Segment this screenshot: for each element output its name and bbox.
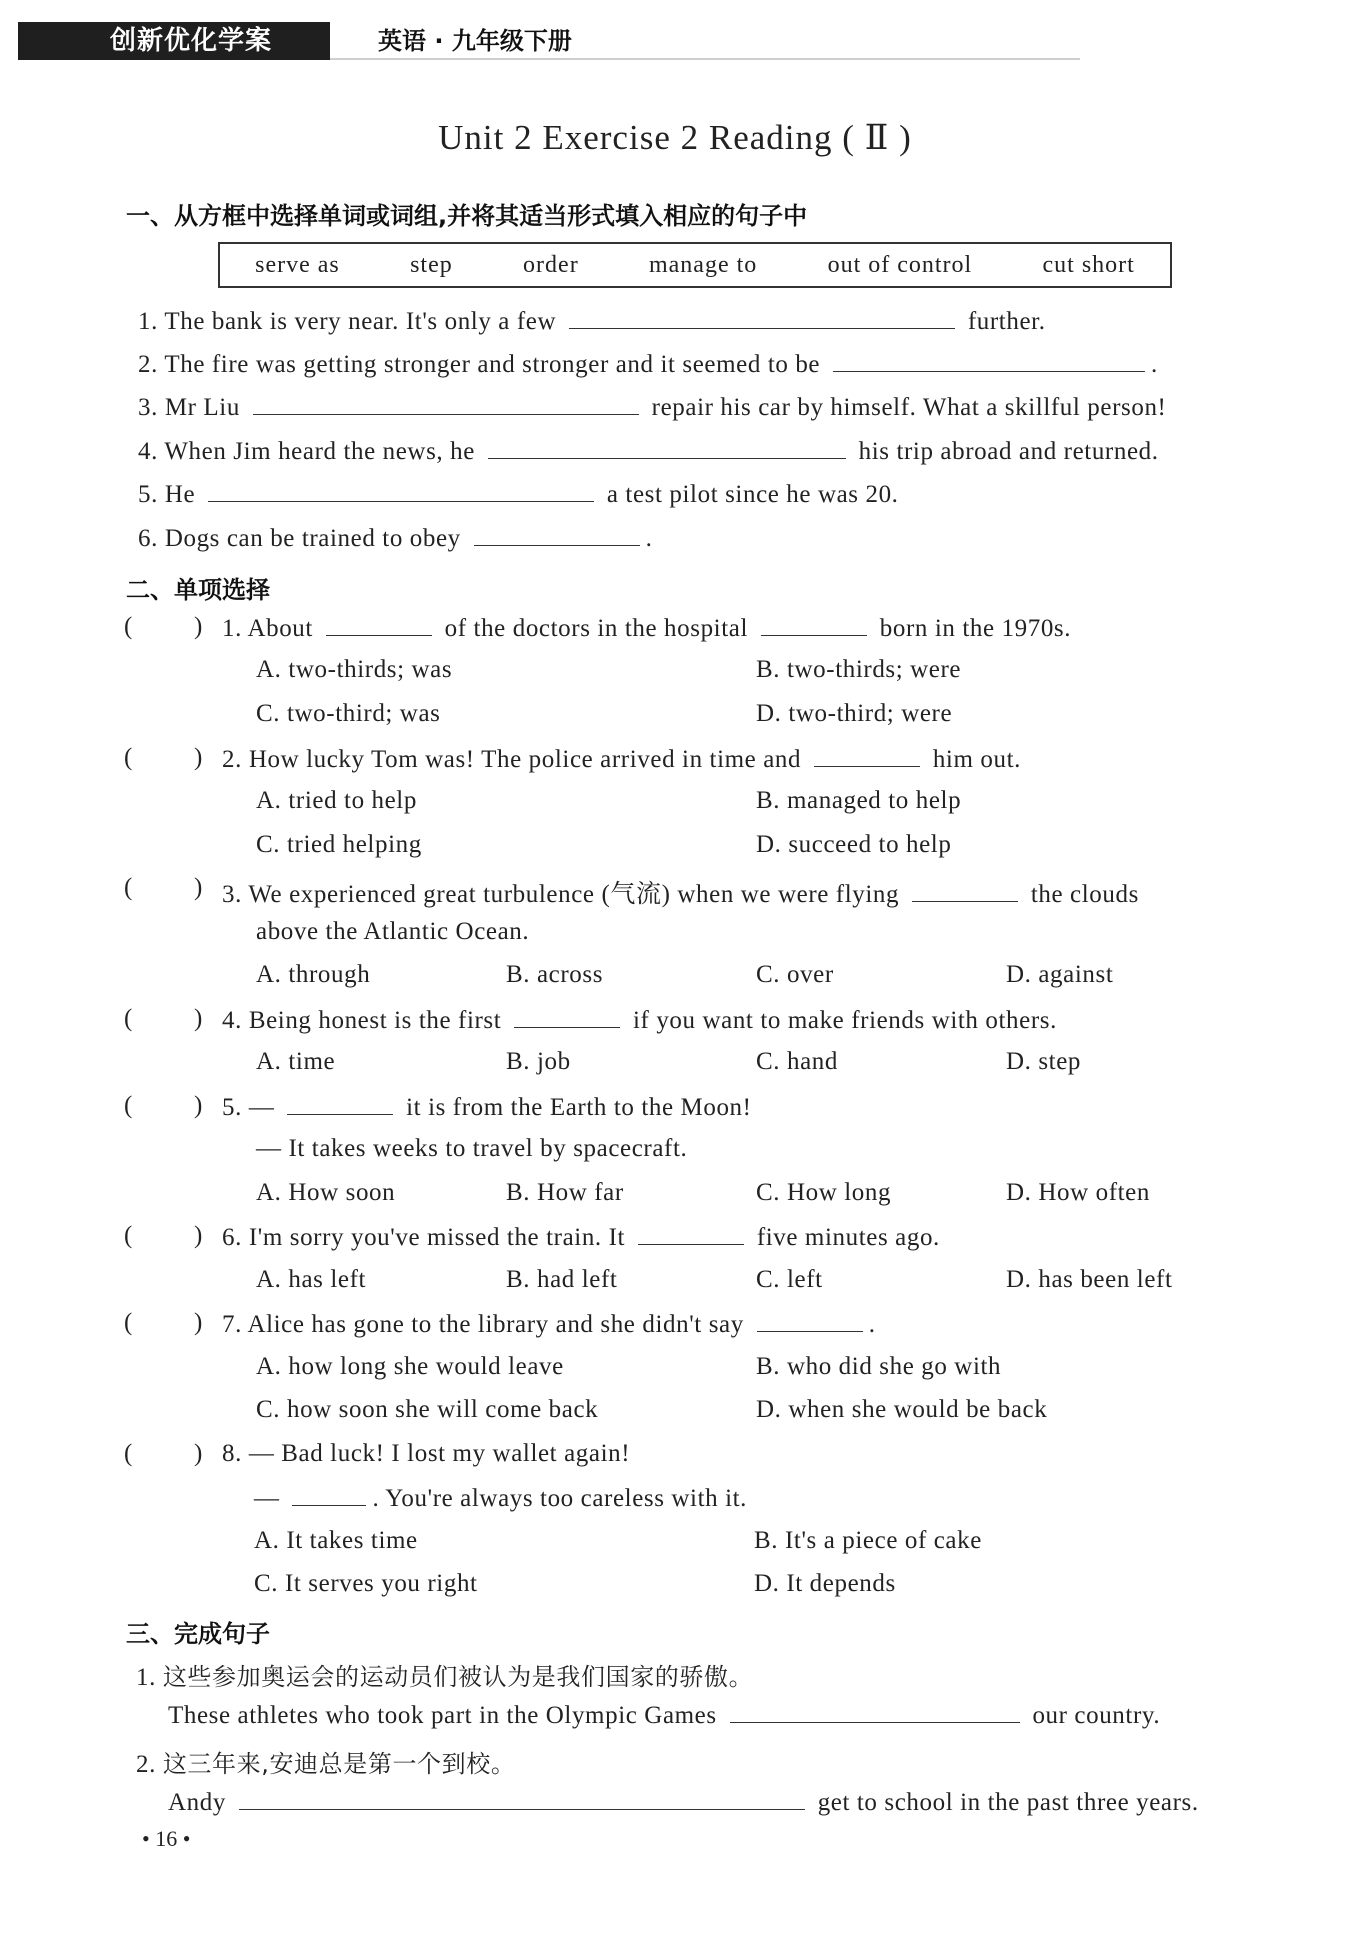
- stem-text: it is from the Earth to the Moon!: [406, 1094, 752, 1121]
- question-number: 2.: [222, 746, 242, 773]
- answer-blank[interactable]: [488, 436, 846, 459]
- page-title: Unit 2 Exercise 2 Reading ( Ⅱ ): [438, 118, 912, 157]
- answer-blank[interactable]: [474, 523, 640, 546]
- option-d[interactable]: D. How often: [1006, 1179, 1150, 1206]
- item-text: a test pilot since he was 20.: [606, 481, 899, 508]
- stem-text: —: [248, 1094, 275, 1121]
- english-sentence: get to school in the past three years.: [817, 1789, 1199, 1816]
- answer-blank[interactable]: [326, 613, 432, 636]
- answer-paren-close: ): [194, 874, 203, 901]
- option-c[interactable]: C. How long: [756, 1179, 892, 1206]
- option-d[interactable]: D. when she would be back: [756, 1396, 1048, 1423]
- chinese-sentence: 这三年来,安迪总是第一个到校。: [162, 1750, 516, 1778]
- question-stem: [222, 744, 1021, 774]
- question-stem-continued: — It takes weeks to travel by spacecraft.: [256, 1135, 688, 1162]
- answer-paren-open: (: [124, 744, 133, 771]
- stem-text: I'm sorry you've missed the train. It: [248, 1224, 626, 1251]
- answer-paren-open: (: [124, 1092, 133, 1119]
- item-number: 2.: [136, 1751, 156, 1778]
- stem-text: if you want to make friends with others.: [633, 1007, 1057, 1034]
- stem-text: him out.: [932, 746, 1021, 773]
- answer-paren-close: ): [194, 1092, 203, 1119]
- option-b[interactable]: B. across: [506, 961, 604, 988]
- stem-text: .: [868, 1311, 876, 1338]
- stem-text: How lucky Tom was! The police arrived in time and: [248, 746, 802, 773]
- translation-item-en: [168, 1787, 1199, 1817]
- answer-blank[interactable]: [569, 306, 955, 329]
- option-b[interactable]: B. How far: [506, 1179, 624, 1206]
- stem-text: born in the 1970s.: [879, 615, 1072, 642]
- answer-blank[interactable]: [208, 479, 594, 502]
- word-box-item: serve as: [255, 251, 340, 278]
- question-stem: [222, 1005, 1057, 1035]
- item-text: When Jim heard the news, he: [164, 438, 475, 465]
- option-a[interactable]: A. tried to help: [256, 787, 417, 814]
- answer-blank[interactable]: [730, 1700, 1020, 1723]
- option-a[interactable]: A. two-thirds; was: [256, 656, 453, 683]
- question-number: 4.: [222, 1007, 242, 1034]
- item-number: 4.: [138, 438, 158, 465]
- item-number: 5.: [138, 481, 158, 508]
- option-c[interactable]: C. two-third; was: [256, 700, 441, 727]
- option-c[interactable]: C. tried helping: [256, 831, 422, 858]
- question-number: 1.: [222, 615, 242, 642]
- item-number: 2.: [138, 351, 158, 378]
- fill-item: [138, 523, 653, 553]
- stem-text: . You're always too careless with it.: [372, 1485, 748, 1512]
- question-stem: [222, 1309, 876, 1339]
- item-number: 3.: [138, 394, 158, 421]
- item-text: further.: [967, 308, 1046, 335]
- book-subtitle: 英语 · 九年级下册: [378, 27, 572, 55]
- answer-paren-open: (: [124, 1440, 133, 1467]
- question-number: 3.: [222, 881, 242, 908]
- stem-text: We experienced great turbulence (气流) when we were flying: [248, 881, 900, 908]
- translation-item-cn: [136, 1657, 753, 1692]
- item-text: He: [164, 481, 196, 508]
- answer-blank[interactable]: [757, 1309, 863, 1332]
- option-d[interactable]: D. against: [1006, 961, 1114, 988]
- option-d[interactable]: D. has been left: [1006, 1266, 1173, 1293]
- stem-text: five minutes ago.: [756, 1224, 940, 1251]
- item-text: .: [1150, 351, 1158, 378]
- fill-item: [138, 306, 1046, 336]
- question-number: 8.: [222, 1440, 242, 1467]
- option-a[interactable]: A. It takes time: [254, 1527, 418, 1554]
- english-sentence: our country.: [1032, 1702, 1161, 1729]
- option-d[interactable]: D. succeed to help: [756, 831, 952, 858]
- answer-paren-close: ): [194, 1440, 203, 1467]
- answer-blank[interactable]: [292, 1483, 366, 1506]
- item-text: his trip abroad and returned.: [858, 438, 1159, 465]
- answer-blank[interactable]: [833, 349, 1145, 372]
- option-c[interactable]: C. It serves you right: [254, 1570, 478, 1597]
- answer-paren-open: (: [124, 874, 133, 901]
- option-c[interactable]: C. over: [756, 961, 834, 988]
- option-b[interactable]: B. It's a piece of cake: [754, 1527, 982, 1554]
- question-stem-continued: [254, 1483, 747, 1513]
- fill-item: [138, 392, 1166, 422]
- word-box-item: cut short: [1042, 251, 1135, 278]
- question-number: 7.: [222, 1311, 242, 1338]
- question-stem: [222, 1440, 630, 1468]
- answer-paren-close: ): [194, 613, 203, 640]
- item-text: Mr Liu: [164, 394, 240, 421]
- option-d[interactable]: D. step: [1006, 1048, 1082, 1075]
- header-rule: [330, 58, 1080, 60]
- stem-text: the clouds: [1030, 881, 1139, 908]
- option-c[interactable]: C. left: [756, 1266, 823, 1293]
- question-stem-continued: above the Atlantic Ocean.: [256, 918, 530, 945]
- fill-item: [138, 479, 899, 509]
- stem-text: of the doctors in the hospital: [444, 615, 749, 642]
- answer-blank[interactable]: [239, 1787, 805, 1810]
- answer-paren-close: ): [194, 1309, 203, 1336]
- answer-blank[interactable]: [761, 613, 867, 636]
- word-box-item: order: [523, 251, 579, 278]
- item-text: .: [645, 525, 653, 552]
- option-a[interactable]: A. has left: [256, 1266, 367, 1293]
- series-banner: 创新优化学案: [18, 22, 330, 60]
- answer-blank[interactable]: [253, 392, 639, 415]
- answer-paren-open: (: [124, 1005, 133, 1032]
- item-text: The bank is very near. It's only a few: [164, 308, 557, 335]
- section1-heading: 一、从方框中选择单词或词组,并将其适当形式填入相应的句子中: [126, 202, 808, 230]
- option-a[interactable]: A. time: [256, 1048, 336, 1075]
- word-box-item: manage to: [648, 251, 758, 278]
- question-stem: [222, 613, 1071, 643]
- question-stem: [222, 1092, 752, 1122]
- answer-paren-open: (: [124, 1309, 133, 1336]
- translation-item-en: [168, 1700, 1160, 1730]
- item-text: Dogs can be trained to obey: [164, 525, 461, 552]
- option-b[interactable]: B. two-thirds; were: [756, 656, 962, 683]
- question-stem: [222, 874, 1139, 910]
- option-b[interactable]: B. job: [506, 1048, 571, 1075]
- option-d[interactable]: D. two-third; were: [756, 700, 953, 727]
- word-box-item: out of control: [827, 251, 973, 278]
- word-box-item: step: [410, 251, 453, 278]
- option-c[interactable]: C. hand: [756, 1048, 838, 1075]
- answer-blank[interactable]: [814, 744, 920, 767]
- item-number: 6.: [138, 525, 158, 552]
- option-a[interactable]: A. how long she would leave: [256, 1353, 564, 1380]
- option-a[interactable]: A. through: [256, 961, 371, 988]
- stem-text: Being honest is the first: [248, 1007, 502, 1034]
- answer-paren-close: ): [194, 744, 203, 771]
- answer-paren-close: ): [194, 1222, 203, 1249]
- item-number: 1.: [138, 308, 158, 335]
- answer-blank[interactable]: [514, 1005, 620, 1028]
- chinese-sentence: 这些参加奥运会的运动员们被认为是我们国家的骄傲。: [162, 1663, 754, 1691]
- option-a[interactable]: A. How soon: [256, 1179, 396, 1206]
- page-number: • 16 •: [142, 1826, 191, 1851]
- question-number: 5.: [222, 1094, 242, 1121]
- question-number: 6.: [222, 1224, 242, 1251]
- section3-heading: 三、完成句子: [126, 1620, 270, 1648]
- word-box: [218, 242, 1172, 288]
- stem-text: — Bad luck! I lost my wallet again!: [248, 1440, 631, 1467]
- answer-blank[interactable]: [638, 1222, 744, 1245]
- english-sentence: Andy: [168, 1789, 226, 1816]
- stem-text: —: [254, 1485, 280, 1512]
- option-b[interactable]: B. managed to help: [756, 787, 962, 814]
- option-d[interactable]: D. It depends: [754, 1570, 896, 1597]
- option-b[interactable]: B. had left: [506, 1266, 618, 1293]
- answer-paren-close: ): [194, 1005, 203, 1032]
- stem-text: About: [247, 615, 313, 642]
- section2-heading: 二、单项选择: [126, 576, 270, 604]
- english-sentence: These athletes who took part in the Olympic Games: [168, 1702, 717, 1729]
- answer-paren-open: (: [124, 613, 133, 640]
- option-b[interactable]: B. who did she go with: [756, 1353, 1002, 1380]
- option-c[interactable]: C. how soon she will come back: [256, 1396, 599, 1423]
- answer-paren-open: (: [124, 1222, 133, 1249]
- answer-blank[interactable]: [287, 1092, 393, 1115]
- translation-item-cn: [136, 1744, 515, 1779]
- item-text: The fire was getting stronger and stronger and it seemed to be: [164, 351, 821, 378]
- item-text: repair his car by himself. What a skillful person!: [651, 394, 1167, 421]
- fill-item: [138, 349, 1158, 379]
- fill-item: [138, 436, 1159, 466]
- item-number: 1.: [136, 1664, 156, 1691]
- question-stem: [222, 1222, 940, 1252]
- stem-text: Alice has gone to the library and she didn't say: [247, 1311, 744, 1338]
- answer-blank[interactable]: [912, 879, 1018, 902]
